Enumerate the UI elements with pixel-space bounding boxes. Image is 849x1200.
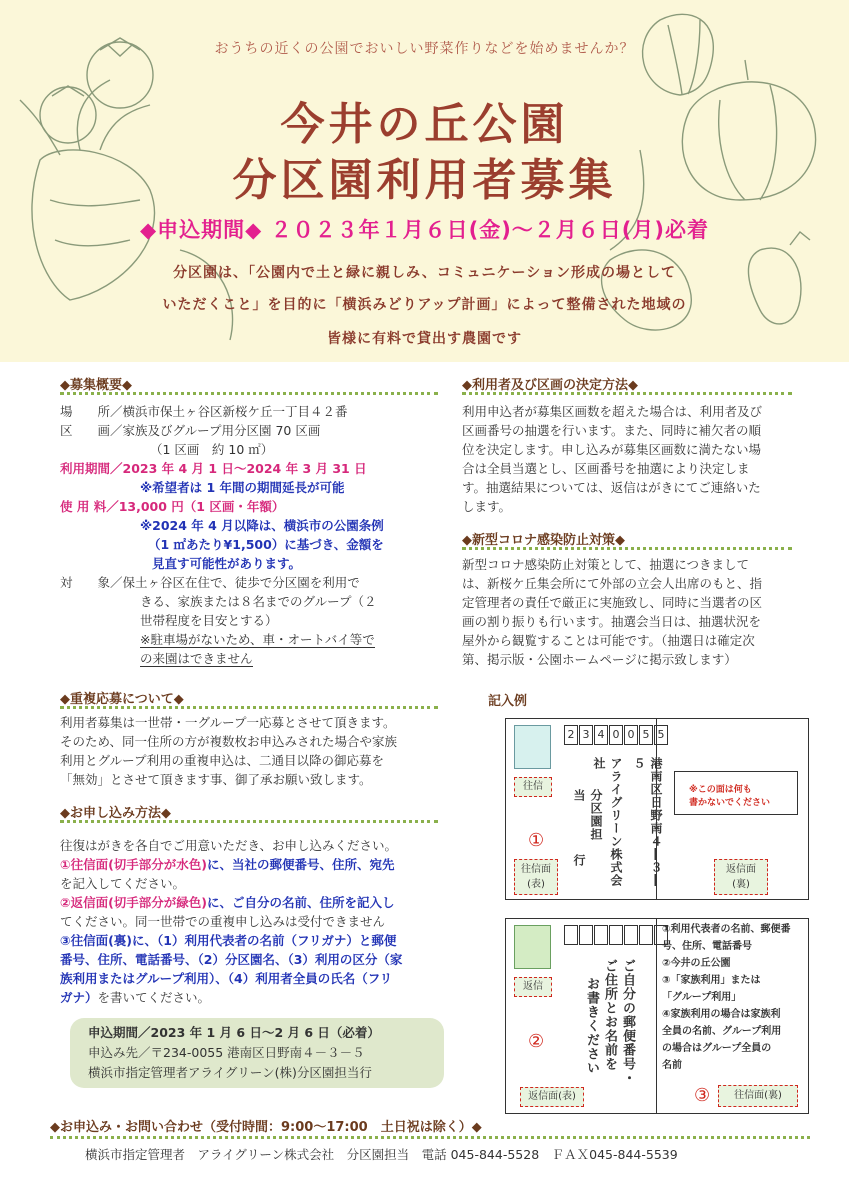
overview-section (60, 402, 460, 668)
example-heading: 記入例 (488, 694, 528, 709)
target-note1: ※駐車場がないため、車・オートバイ等で (140, 632, 375, 647)
covid-text (462, 555, 797, 669)
fee-line (60, 497, 460, 516)
period-note: ※希望者は 1 年間の期間延長が可能 (140, 480, 345, 495)
target-note2: の来園はできません (140, 651, 253, 666)
instruction-line: ④家族利用の場合は家族利 (662, 1009, 781, 1020)
apply-line4: ②返信面(切手部分が緑色)に、ご自分の名前、住所を記入し (60, 895, 395, 910)
duplicate-text (60, 713, 480, 789)
deadline-line3: 横浜市指定管理者アライグリーン(株)分区園担当行 (88, 1065, 372, 1080)
address-vertical: 港南区日野南４―３―５ (632, 757, 663, 887)
covid-line: は、新桜ケ丘集会所にて外部の立会人出席のもと、指 (462, 576, 763, 591)
hero-banner (0, 0, 849, 362)
reply-back-label: 返信面 (裏) (714, 859, 768, 895)
your-vertical3: お書きください (584, 977, 599, 1075)
covid-line: 屋外から観覧することは可能です。（抽選日は確定次 (462, 633, 755, 648)
zip-digit-blank (594, 925, 608, 945)
duplicate-line: そのため、同一住所の方が複数枚お申込みされた場合や家族 (60, 734, 398, 749)
reply-front-label: 返信面(表) (520, 1087, 584, 1107)
apply-heading: ◆お申し込み方法◆ (60, 806, 171, 821)
covid-heading: ◆新型コロナ感染防止対策◆ (462, 533, 625, 548)
stamp-area-blue (514, 725, 551, 769)
zip-digit: 4 (594, 725, 608, 745)
front-label: 往信面 (表) (514, 859, 558, 895)
circle-three: ③ (694, 1085, 711, 1106)
covid-line: 新型コロナ感染防止対策として、抽選につきまして (462, 557, 750, 572)
outgoing-label: 往信 (514, 777, 552, 797)
application-period-banner: ◆申込期間◆ ２０２３年１月６日(金)～２月６日(月)必着 (140, 218, 709, 242)
covid-line: 定管理者の責任で厳正に実施致し、同時に当選者の区 (462, 595, 763, 610)
zip-digit: 5 (639, 725, 653, 745)
decision-line: 利用申込者が募集区画数を超えた場合は、利用者及び (462, 404, 763, 419)
period-label: 利用期間／ (60, 461, 123, 476)
decision-line: 区画番号の抽選を行います。また、同時に補欠者の順 (462, 423, 762, 438)
zip-code-boxes (564, 725, 668, 745)
dept-vertical: 分区園担当 (572, 789, 603, 841)
fee-label: 使 用 料／ (60, 499, 119, 514)
overview-heading: ◆募集概要◆ (60, 378, 132, 393)
intro-line3: 皆様に有料で貸出す農園です (327, 331, 522, 347)
back-instructions (662, 921, 804, 1074)
divider (656, 919, 657, 1113)
fee-note3: 見直す可能性があります。 (152, 556, 302, 571)
instruction-line: 「グループ利用」 (662, 992, 742, 1003)
duplicate-line: 利用者募集は一世帯・一グループ一応募とさせて頂きます。 (60, 715, 396, 730)
zip-digit-blank (639, 925, 653, 945)
footer-heading: ◆お申込み・お問い合わせ（受付時間：9:00～17:00 土日祝は除く）◆ (50, 1120, 482, 1135)
apply-line2: ①往信面(切手部分が水色)に、当社の郵便番号、住所、宛先 (60, 857, 395, 872)
suffix-vertical: 行 (572, 854, 586, 867)
apply-line3: を記入してください。 (60, 876, 186, 891)
target-line1: 対 象／保土ヶ谷区在住で、徒歩で分区園を利用で (60, 575, 360, 590)
zip-code-boxes-blank (564, 925, 668, 945)
divider (60, 820, 438, 823)
circle-two: ② (528, 1031, 545, 1052)
apply-line1: 往復はがきを各自でご用意いただき、お申し込みください。 (60, 838, 398, 853)
apply-line8: 族利用またはグループ利用）、（4）利用者全員の氏名（フリ (60, 971, 393, 986)
decision-text (462, 402, 797, 516)
place-line: 場 所／横浜市保土ヶ谷区新桜ケ丘一丁目４２番 (60, 404, 348, 419)
page-title-line1: 今井の丘公園 (280, 99, 569, 150)
period-line (60, 459, 460, 478)
deadline-line2: 申込み先／〒234-0055 港南区日野南４－３－５ (88, 1045, 365, 1060)
apply-line9: ガナ）を書いてください。 (60, 990, 211, 1005)
period-value: 2023 年 4 月 1 日～2024 年 3 月 31 日 (122, 461, 367, 476)
divider (60, 392, 438, 395)
divider (462, 392, 792, 395)
zip-digit-blank (624, 925, 638, 945)
instruction-line: 名前 (662, 1060, 682, 1071)
fee-note1: ※2024 年 4 月以降は、横浜市の公園条例 (140, 518, 384, 533)
decision-heading: ◆利用者及び区画の決定方法◆ (462, 378, 638, 393)
zip-digit-blank (564, 925, 578, 945)
deadline-box (70, 1018, 444, 1088)
zip-digit: 0 (624, 725, 638, 745)
instruction-line: ①利用代表者の名前、郵便番 (662, 924, 791, 935)
target-line2: きる、家族または８名までのグループ（２ (140, 594, 377, 609)
decision-line: す。抽選結果については、返信はがきにてご連絡いた (462, 480, 761, 495)
duplicate-heading: ◆重複応募について◆ (60, 692, 184, 707)
slogan: おうちの近くの公園でおいしい野菜作りなどを始めませんか？ (214, 41, 635, 57)
back-label: 往信面(裏) (718, 1085, 798, 1107)
zip-digit-blank (609, 925, 623, 945)
postcard-reply (505, 918, 809, 1114)
zip-digit: 2 (564, 725, 578, 745)
apply-text (60, 836, 480, 1007)
no-write-note: ※この面は何も 書かないでください (674, 771, 798, 815)
target-line3: 世帯程度を目安とする） (140, 613, 278, 628)
divider (50, 1136, 810, 1139)
footer-contact: 横浜市指定管理者 アライグリーン株式会社 分区園担当 電話 045-844-5528 ＦＡＸ045-844-5539 (85, 1147, 678, 1162)
fee-note2: （1 ㎡あたり¥1,500）に基づき、金額を (148, 537, 384, 552)
fee-value: 13,000 円（1 区画・年額） (118, 499, 285, 514)
return-label: 返信 (514, 977, 552, 997)
decision-line: します。 (462, 499, 512, 514)
page-title-line2: 分区園利用者募集 (232, 155, 617, 206)
instruction-line: ③「家族利用」または (662, 975, 761, 986)
divider (60, 706, 438, 709)
instruction-line: ②今井の丘公園 (662, 958, 731, 969)
apply-line5: てください。同一世帯での重複申し込みは受付できません (60, 914, 386, 929)
instruction-line: 全員の名前、グループ利用 (662, 1026, 782, 1037)
intro-line2: いただくこと」を目的に「横浜みどりアップ計画」によって整備された地域の (162, 297, 687, 313)
decision-line: 合は全員当選とし、区画番号を抽選により決定しま (462, 461, 750, 476)
instruction-line: 号、住所、電話番号 (662, 941, 752, 952)
decision-line: 位を決定します。申し込みが募集区画数に満たない場 (462, 442, 762, 457)
duplicate-line: 利用とグループ利用の重複申込は、二通目以降の御応募を (60, 753, 385, 768)
circle-one: ① (528, 830, 545, 851)
deadline-line1: 申込期間／2023 年 1 月 6 日～2 月 6 日（必着） (88, 1025, 380, 1040)
your-vertical1: ご自分の郵便番号・ (620, 959, 635, 1085)
apply-line7: 番号、住所、電話番号、（2）分区園名、（3）利用の区分（家 (60, 952, 403, 967)
stamp-area-green (514, 925, 551, 969)
plot-line: 区 画／家族及びグループ用分区園 70 区画 (60, 423, 321, 438)
your-vertical2: ご住所とお名前を (602, 959, 617, 1071)
intro-line1: 分区園は、「公園内で土と緑に親しみ、コミュニケーション形成の場として (173, 265, 676, 281)
zip-digit: 0 (609, 725, 623, 745)
duplicate-line: 「無効」とさせて頂きます事、御了承お願い致します。 (60, 772, 372, 787)
zip-digit: 5 (654, 725, 668, 745)
zip-digit: 3 (579, 725, 593, 745)
covid-line: 第、掲示版・公園ホームページに掲示致します） (462, 652, 737, 667)
apply-line6: ③往信面(裏)に、（1）利用代表者の名前（フリガナ）と郵便 (60, 933, 397, 948)
postcard-outgoing (505, 718, 809, 900)
instruction-line: の場合はグループ全員の (662, 1043, 772, 1054)
company-vertical: アライグリーン株式会社 (592, 757, 623, 887)
covid-line: 画の割り振りも行います。抽選会当日は、抽選状況を (462, 614, 762, 629)
divider (462, 547, 792, 550)
plot-size-line: （1 区画 約 10 ㎡） (150, 442, 274, 457)
zip-digit-blank (579, 925, 593, 945)
